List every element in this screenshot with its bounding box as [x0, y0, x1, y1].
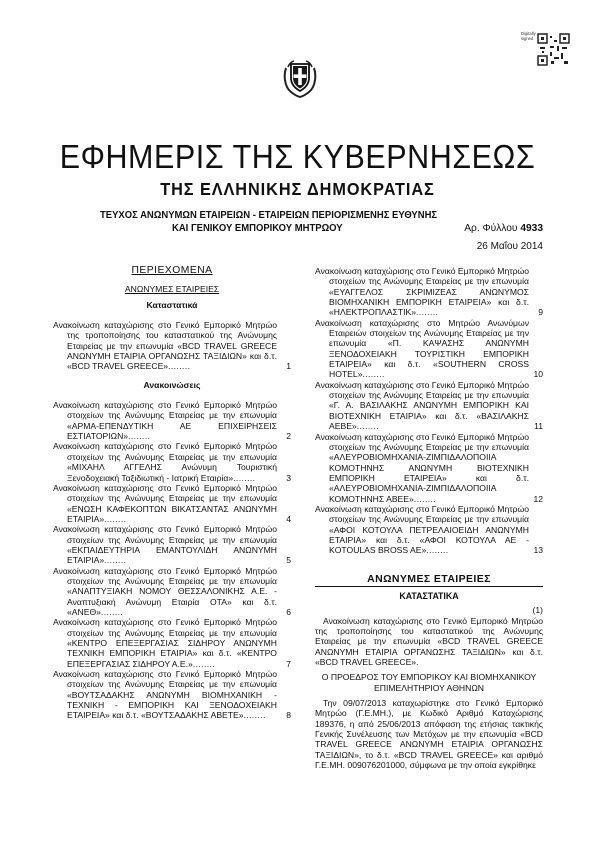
- contents-category: ΑΝΩΝΥΜΕΣ ΕΤΑΙΡΕΙΕΣ: [124, 284, 220, 295]
- dot-leader: ........: [104, 513, 127, 524]
- coat-of-arms-emblem: [282, 58, 318, 98]
- contents-entry: [315, 504, 543, 556]
- contents-entry: [53, 400, 291, 441]
- contents-entry-page: 4: [286, 513, 291, 524]
- contents-entry: [53, 483, 291, 524]
- issue-date: 26 Μαΐου 2014: [476, 241, 543, 252]
- contents-entry-page: 2: [286, 431, 291, 442]
- contents-entry-page: 10: [533, 369, 543, 380]
- sheet-label: Αρ. Φύλλου: [464, 223, 518, 234]
- contents-right-column: [315, 266, 543, 770]
- contents-entry: [53, 566, 291, 618]
- dot-leader: ........: [356, 421, 380, 432]
- dot-leader: ........: [128, 431, 151, 442]
- contents-entry-page: 6: [286, 606, 291, 617]
- contents-entry-page: 7: [286, 658, 291, 669]
- contents-entry-text: Ανακοίνωση καταχώρισης στο Μητρώο Ανωνύμων Εταιρειών στοιχείων της Ανώνυμης Εταιρείας με την επωνυμία «Π. ΚΑΨΑΣΗΣ ΑΝΩΝΥΜΗ ΞΕΝΟΔΟΧΕΙΑΚΗ ΤΟΥΡΙΣΤΙΚΗ ΕΜΠΟΡΙΚΗ ΕΤΑΙΡΕΙΑ» και δ.τ. «SOUTHERN CROSS HOTEL»........: [315, 317, 529, 380]
- issue-type-line-1: ΤΕΥΧΟΣ ΑΝΩΝΥΜΩΝ ΕΤΑΙΡΕΙΩΝ - ΕΤΑΙΡΕΙΩΝ ΠΕΡΙΟΡΙΣΜΕΝΗΣ ΕΥΘΥΝΗΣ: [100, 210, 438, 221]
- dot-leader: ........: [100, 606, 124, 617]
- contents-entry: [53, 669, 291, 721]
- contents-entry-text: Ανακοίνωση καταχώρισης στο Γενικό Εμπορικό Μητρώο στοιχείων της Ανώνυμης Εταιρείας με την επωνυμία «ΕΚΠΑΙΔΕΥΤΗΡΙΑ ΕΜΑΝΤΟΥΛΙΔΗ ΑΝΩΝΥΜΗ ΕΤΑΙΡΙΑ»........: [53, 524, 277, 566]
- contents-entry: [315, 432, 543, 504]
- contents-entry-page: 8: [286, 710, 291, 721]
- issue-type-line-2: ΚΑΙ ΓΕΝΙΚΟΥ ΕΜΠΟΡΙΚΟΥ ΜΗΤΡΩΟΥ: [172, 223, 343, 234]
- dot-leader: ........: [416, 307, 439, 318]
- contents-entry-page: 13: [533, 545, 543, 556]
- contents-entry-text: Ανακοίνωση καταχώρισης στο Γενικό Εμπορικό Μητρώο στοιχείων της Ανώνυμης Εταιρείας με την επωνυμία «ΕΝΩΣΗ ΚΑΦΕΚΟΠΤΩΝ ΒΙΚΑΤΣΑΝΤΑΣ ΑΝΩΝΥΜΗ ΕΤΑΙΡΙΑ»........: [53, 482, 277, 524]
- contents-entry-text: Ανακοίνωση καταχώρισης στο Γενικό Εμπορικό Μητρώο στοιχείων της Ανώνυμης Εταιρείας με την επωνυμία «ΕΥΑΓΓΕΛΟΣ ΣΚΡΙΜΙΖΕΑΣ ΑΝΩΝΥΜΟΣ ΒΙΟΜΗΧΑΝΙΚΗ ΕΜΠΟΡΙΚΗ ΕΤΑΙΡΕΙΑ» και δ.τ. «ΗΛΕΚΤΡΟΠΛΑΣΤΙΚ»........: [315, 266, 530, 318]
- contents-left-column: [53, 266, 291, 721]
- signature-caption: Digitally signed: [521, 31, 536, 41]
- dot-leader: ........: [192, 658, 216, 669]
- dot-leader: ........: [243, 710, 266, 721]
- contents-entry: [53, 320, 291, 372]
- sheet-number-value: 4933: [520, 223, 543, 234]
- contents-entry: [53, 617, 291, 669]
- contents-entry-text: Ανακοίνωση καταχώρισης στο Γενικό Εμπορικό Μητρώο στοιχείων της Ανώνυμης Εταιρείας με την επωνυμία «ΚΕΝΤΡΟ ΕΠΕΞΕΡΓΑΣΙΑΣ ΣΙΔΗΡΟΥ ΑΝΩΝΥΜΗ ΤΕΧΝΙΚΗ ΕΜΠΟΡΙΚΗ ΕΤΑΙΡΙΑ» και δ.τ. «ΚΕΝΤΡΟ ΕΠΕΞΕΡΓΑΣΙΑΣ ΣΙΔΗΡΟΥ Α.Ε.»........: [53, 617, 277, 669]
- contents-entry-text: Ανακοίνωση καταχώρισης στο Γενικό Εμπορικό Μητρώο στοιχείων της Ανώνυμης Εταιρείας με την επωνυμία «ΑΛΕΥΡΟΒΙΟΜΗΧΑΝΙΑ-ΖΙΜΠΙΔΑΛΟΠΟΙΙΑ ΚΟΜΟΤΗΝΗΣ ΑΝΩΝΥΜΗ ΒΙΟΤΕΧΝΙΚΗ ΕΜΠΟΡΙΚΗ ΕΤΑΙΡΕΙΑ» και δ.τ. «ΑΛΕΥΡΟΒΙΟΜΗΧΑΝΙΑ-ΖΙΜΠΙΔΑΛΟΠΟΙΙΑ ΚΟΜΟΤΗΝΗΣ ΑΒΕΕ»........: [315, 431, 530, 504]
- dot-leader: ........: [362, 369, 385, 380]
- sheet-number: [464, 223, 543, 234]
- contents-entry-page: 1: [286, 361, 291, 372]
- dot-leader: ........: [233, 472, 256, 483]
- digital-signature-mark: [537, 33, 570, 66]
- contents-entry-page: 11: [534, 421, 543, 432]
- body-subheading: ΚΑΤΑΣΤΑΤΙΚΑ: [399, 590, 459, 601]
- contents-entry: [315, 318, 543, 380]
- gazette-subtitle: ΤΗΣ ΕΛΛΗΝΙΚΗΣ ΔΗΜΟΚΡΑΤΙΑΣ: [160, 179, 435, 199]
- heading-rule: [315, 586, 543, 587]
- statutes-heading: Καταστατικά: [146, 299, 198, 310]
- body-heading: ΑΝΩΝΥΜΕΣ ΕΤΑΙΡΕΙΕΣ: [367, 572, 491, 585]
- contents-entry-text: Ανακοίνωση καταχώρισης στο Γενικό Εμπορικό Μητρώο στοιχείων της Ανώνυμης Εταιρείας με την επωνυμία «ΑΡΜΑ-ΕΠΕΝΔΥΤΙΚΗ ΑΕ ΕΠΙΧΕΙΡΗΣΕΙΣ ΕΣΤΙΑΤΟΡΙΩΝ»........: [53, 400, 277, 442]
- announcements-list-right: [315, 266, 543, 556]
- contents-entry-page: 5: [286, 555, 291, 566]
- dot-leader: ........: [413, 493, 437, 504]
- dot-leader: ........: [426, 545, 449, 556]
- contents-entry: [315, 380, 543, 432]
- body-intro: Ανακοίνωση καταχώρισης στο Γενικό Εμπορικό Μητρώο της τροποποίησης του καταστατικού της Ανώνυμης Εταιρείας με την επωνυμία «BCD TRAVEL GREECE ΑΝΩΝΥΜΗ ΕΤΑΙΡΙΑ ΟΡΓΑΝΩΣΗΣ ΤΑΞΙΔΙΩΝ» και δ.τ. «BCD TRAVEL GREECE».: [315, 615, 543, 668]
- contents-entry-text: Ανακοίνωση καταχώρισης στο Γενικό Εμπορικό Μητρώο της τροποποίησης του καταστατικού της Ανώνυμης Εταιρείας με την επωνυμία «BCD TRAVEL GREECE ΑΝΩΝΥΜΗ ΕΤΑΙΡΙΑ ΟΡΓΑΝΩΣΗΣ ΤΑΞΙΔΙΩΝ» και δ.τ. «BCD TRAVEL GREECE»........: [53, 320, 277, 372]
- item-number: (1): [532, 605, 543, 616]
- dot-leader: ........: [104, 555, 127, 566]
- dot-leader: ........: [168, 361, 191, 372]
- body-authority: Ο ΠΡΟΕΔΡΟΣ ΤΟΥ ΕΜΠΟΡΙΚΟΥ ΚΑΙ ΒΙΟΜΗΧΑΝΙΚΟΥ ΕΠΙΜΕΛΗΤΗΡΙΟΥ ΑΘΗΝΩΝ: [321, 672, 537, 693]
- contents-entry-text: Ανακοίνωση καταχώρισης στο Γενικό Εμπορικό Μητρώο στοιχείων της Ανώνυμης Εταιρείας με την επωνυμία «Γ. Α. ΒΑΣΙΛΑΚΗΣ ΑΝΩΝΥΜΗ ΕΜΠΟΡΙΚΗ ΚΑΙ ΒΙΟΤΕΧΝΙΚΗ ΕΤΑΙΡΙΑ» και δ.τ. «ΒΑΣΙΛΑΚΗΣ ΑΕΒΕ»........: [315, 379, 530, 432]
- contents-entry: [315, 266, 543, 318]
- contents-entry: [53, 441, 291, 482]
- contents-entry-page: 3: [286, 472, 291, 483]
- contents-entry-text: Ανακοίνωση καταχώρισης στο Γενικό Εμπορικό Μητρώο στοιχείων της Ανώνυμης Εταιρείας με την επωνυμία «ΑΝΑΠΤΥΞΙΑΚΗ ΝΟΜΟΥ ΘΕΣΣΑΛΟΝΙΚΗΣ Α.Ε. - Αναπτυξιακή Ανώνυμη Εταιρία ΟΤΑ» και δ.τ. «ΑΝΕΘ»........: [53, 565, 277, 617]
- contents-entry: [53, 524, 291, 565]
- statutes-list: [53, 320, 291, 372]
- body-paragraph: Την 09/07/2013 καταχωρίστηκε στο Γενικό Εμπορικό Μητρώο (Γ.Ε.ΜΗ.), με Κωδικό Αριθμό Καταχώρισης 189376, η από 25/06/2013 απόφαση της ετήσιας τακτικής Γενικής Συνέλευσης των Μετόχων με την επωνυμία «BCD TRAVEL GREECE ΑΝΩΝΥΜΗ ΕΤΑΙΡΙΑ ΟΡΓΑΝΩΣΗΣ ΤΑΞΙΔΙΩΝ», το δ.τ. «BCD TRAVEL GREECE» και αριθμό Γ.Ε.ΜΗ. 009076201000, σύμφωνα με την οποία εγκρίθηκε: [315, 698, 543, 771]
- contents-entry-text: Ανακοίνωση καταχώρισης στο Γενικό Εμπορικό Μητρώο στοιχείων της Ανώνυμης Εταιρείας με την επωνυμία «ΜΙΧΑΗΛ ΑΓΓΕΛΗΣ Ανώνυμη Τουριστική Ξενοδοχειακή Ταξιδιωτική - Ιατρική Εταιρία»........: [53, 441, 277, 483]
- contents-entry-page: 9: [538, 307, 543, 318]
- announcements-list-left: [53, 400, 291, 721]
- gazette-title: ΕΦΗΜΕΡΙΣ ΤΗΣ ΚΥΒΕΡΝΗΣΕΩΣ: [59, 139, 536, 176]
- contents-entry-text: Ανακοίνωση καταχώρισης στο Γενικό Εμπορικό Μητρώο στοιχείων της Ανώνυμης Εταιρείας με την επωνυμία «ΑΦΟΙ ΚΟΤΟΥΛΑ ΠΕΤΡΕΛΑΙΟΕΙΔΗ ΑΝΩΝΥΜΗ ΕΤΑΙΡΙΑ» και δ.τ. «ΑΦΟΙ ΚΟΤΟΥΛΑ ΑΕ - KOTOULAS BROSS AE»........: [315, 503, 530, 556]
- contents-entry-page: 12: [533, 493, 543, 504]
- contents-heading: ΠΕΡΙΕΧΟΜΕΝΑ: [131, 265, 213, 276]
- contents-entry-text: Ανακοίνωση καταχώρισης στο Γενικό Εμπορικό Μητρώο στοιχείων της Ανώνυμης Εταιρείας με την επωνυμία «ΒΟΥΤΣΑΔΑΚΗΣ ΑΝΩΝΥΜΗ ΒΙΟΜΗΧΑΝΙΚΗ - ΤΕΧΝΙΚΗ - ΕΜΠΟΡΙΚΗ ΚΑΙ ΞΕΝΟΔΟΧΕΙΑΚΗ ΕΤΑΙΡΕΙΑ» και δ.τ. «ΒΟΥΤΣΑΔΑΚΗΣ ΑΒΕΤΕ»........: [53, 669, 277, 721]
- announcements-heading: Ανακοινώσεις: [143, 379, 201, 390]
